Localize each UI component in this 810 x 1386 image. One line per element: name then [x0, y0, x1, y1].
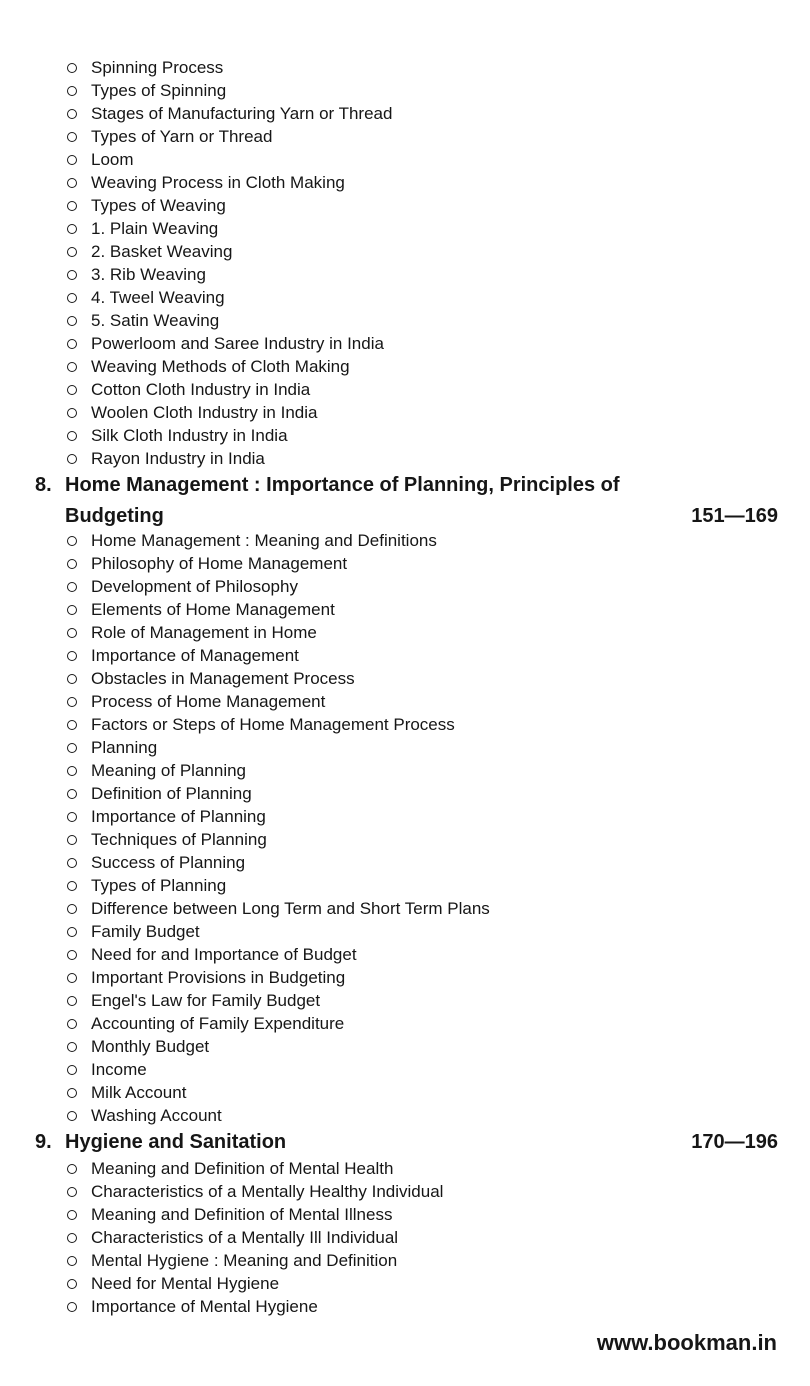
- circle-bullet-icon: [67, 536, 77, 546]
- list-item-text: Milk Account: [91, 1083, 187, 1102]
- chapter-number: 8.: [35, 474, 52, 496]
- list-item: [0, 240, 392, 263]
- chapter-title-line2: Budgeting: [65, 505, 164, 527]
- circle-bullet-icon: [67, 1256, 77, 1266]
- list-item: [0, 1295, 443, 1318]
- list-item-text: Success of Planning: [91, 853, 246, 872]
- list-item: [0, 828, 490, 851]
- list-item-text: Rayon Industry in India: [91, 449, 265, 468]
- list-item-text: 4. Tweel Weaving: [91, 288, 225, 307]
- list-item-text: Importance of Management: [91, 646, 299, 665]
- circle-bullet-icon: [67, 201, 77, 211]
- list-item-text: Income: [91, 1060, 147, 1079]
- list-item: [0, 966, 490, 989]
- list-item: [0, 424, 392, 447]
- chapter-8-topic-list: [0, 529, 490, 1127]
- circle-bullet-icon: [67, 270, 77, 280]
- list-item-text: Family Budget: [91, 922, 200, 941]
- circle-bullet-icon: [67, 339, 77, 349]
- circle-bullet-icon: [67, 1065, 77, 1075]
- list-item-text: 3. Rib Weaving: [91, 265, 206, 284]
- list-item-text: Woolen Cloth Industry in India: [91, 403, 318, 422]
- circle-bullet-icon: [67, 720, 77, 730]
- circle-bullet-icon: [67, 628, 77, 638]
- list-item: [0, 1104, 490, 1127]
- circle-bullet-icon: [67, 559, 77, 569]
- circle-bullet-icon: [67, 1019, 77, 1029]
- circle-bullet-icon: [67, 1233, 77, 1243]
- list-item: [0, 1157, 443, 1180]
- list-item-text: Types of Yarn or Thread: [91, 127, 273, 146]
- list-item: [0, 286, 392, 309]
- list-item-text: Techniques of Planning: [91, 830, 267, 849]
- list-item-text: Accounting of Family Expenditure: [91, 1014, 345, 1033]
- list-item-text: Role of Management in Home: [91, 623, 317, 642]
- list-item: [0, 355, 392, 378]
- chapter-9-heading: [35, 1131, 286, 1154]
- circle-bullet-icon: [67, 605, 77, 615]
- list-item-text: Cotton Cloth Industry in India: [91, 380, 311, 399]
- list-item-text: Important Provisions in Budgeting: [91, 968, 346, 987]
- list-item-text: Need for and Importance of Budget: [91, 945, 357, 964]
- list-item-text: 5. Satin Weaving: [91, 311, 220, 330]
- list-item: [0, 1035, 490, 1058]
- circle-bullet-icon: [67, 1088, 77, 1098]
- list-item-text: Obstacles in Management Process: [91, 669, 355, 688]
- circle-bullet-icon: [67, 224, 77, 234]
- list-item-text: Types of Planning: [91, 876, 227, 895]
- list-item: [0, 1081, 490, 1104]
- list-item-text: Washing Account: [91, 1106, 222, 1125]
- circle-bullet-icon: [67, 431, 77, 441]
- circle-bullet-icon: [67, 927, 77, 937]
- chapter-9-pages: 170—196: [691, 1131, 778, 1153]
- list-item-text: Mental Hygiene : Meaning and Definition: [91, 1251, 398, 1270]
- list-item-text: Definition of Planning: [91, 784, 252, 803]
- circle-bullet-icon: [67, 743, 77, 753]
- list-item-text: Stages of Manufacturing Yarn or Thread: [91, 104, 393, 123]
- contents-list-top: [0, 56, 392, 470]
- circle-bullet-icon: [67, 651, 77, 661]
- list-item: [0, 79, 392, 102]
- list-item: [0, 736, 490, 759]
- list-item-text: Silk Cloth Industry in India: [91, 426, 288, 445]
- list-item-text: Planning: [91, 738, 158, 757]
- list-item-text: Weaving Methods of Cloth Making: [91, 357, 350, 376]
- chapter-8-heading-line2: [65, 505, 164, 528]
- list-item-text: Meaning of Planning: [91, 761, 247, 780]
- circle-bullet-icon: [67, 362, 77, 372]
- list-item: [0, 1203, 443, 1226]
- chapter-title-line1: Home Management : Importance of Planning, Principles of: [65, 474, 620, 496]
- circle-bullet-icon: [67, 973, 77, 983]
- circle-bullet-icon: [67, 1302, 77, 1312]
- circle-bullet-icon: [67, 835, 77, 845]
- chapter-8-pages: 151—169: [691, 505, 778, 527]
- list-item: [0, 171, 392, 194]
- circle-bullet-icon: [67, 178, 77, 188]
- list-item-text: Loom: [91, 150, 134, 169]
- list-item: [0, 194, 392, 217]
- circle-bullet-icon: [67, 697, 77, 707]
- list-item: [0, 690, 490, 713]
- list-item: [0, 125, 392, 148]
- list-item-text: Characteristics of a Mentally Ill Individual: [91, 1228, 399, 1247]
- circle-bullet-icon: [67, 1164, 77, 1174]
- chapter-9-topic-list: [0, 1157, 443, 1318]
- circle-bullet-icon: [67, 996, 77, 1006]
- circle-bullet-icon: [67, 86, 77, 96]
- list-item: [0, 644, 490, 667]
- chapter-number: 9.: [35, 1131, 52, 1153]
- circle-bullet-icon: [67, 385, 77, 395]
- list-item-text: Development of Philosophy: [91, 577, 298, 596]
- circle-bullet-icon: [67, 674, 77, 684]
- list-item-text: Process of Home Management: [91, 692, 326, 711]
- list-item-text: Meaning and Definition of Mental Illness: [91, 1205, 393, 1224]
- list-item-text: Spinning Process: [91, 58, 224, 77]
- list-item: [0, 1058, 490, 1081]
- circle-bullet-icon: [67, 293, 77, 303]
- list-item: [0, 989, 490, 1012]
- list-item-text: Meaning and Definition of Mental Health: [91, 1159, 394, 1178]
- list-item: [0, 713, 490, 736]
- list-item: [0, 920, 490, 943]
- list-item-text: Factors or Steps of Home Management Process: [91, 715, 455, 734]
- circle-bullet-icon: [67, 316, 77, 326]
- list-item-text: Powerloom and Saree Industry in India: [91, 334, 384, 353]
- list-item: [0, 447, 392, 470]
- list-item: [0, 1272, 443, 1295]
- circle-bullet-icon: [67, 904, 77, 914]
- circle-bullet-icon: [67, 789, 77, 799]
- circle-bullet-icon: [67, 881, 77, 891]
- list-item-text: Weaving Process in Cloth Making: [91, 173, 345, 192]
- circle-bullet-icon: [67, 408, 77, 418]
- list-item: [0, 1012, 490, 1035]
- list-item: [0, 332, 392, 355]
- chapter-title: Hygiene and Sanitation: [65, 1131, 287, 1153]
- website-footer: www.bookman.in: [596, 1330, 777, 1355]
- circle-bullet-icon: [67, 454, 77, 464]
- list-item: [0, 575, 490, 598]
- list-item-text: Characteristics of a Mentally Healthy Individual: [91, 1182, 444, 1201]
- list-item-text: Philosophy of Home Management: [91, 554, 348, 573]
- list-item: [0, 263, 392, 286]
- list-item-text: 1. Plain Weaving: [91, 219, 219, 238]
- list-item: [0, 897, 490, 920]
- list-item-text: Need for Mental Hygiene: [91, 1274, 280, 1293]
- circle-bullet-icon: [67, 766, 77, 776]
- circle-bullet-icon: [67, 1210, 77, 1220]
- list-item-text: Engel's Law for Family Budget: [91, 991, 321, 1010]
- circle-bullet-icon: [67, 1279, 77, 1289]
- circle-bullet-icon: [67, 1042, 77, 1052]
- circle-bullet-icon: [67, 247, 77, 257]
- list-item-text: Types of Weaving: [91, 196, 226, 215]
- circle-bullet-icon: [67, 1111, 77, 1121]
- list-item-text: Elements of Home Management: [91, 600, 335, 619]
- list-item: [0, 851, 490, 874]
- list-item-text: Difference between Long Term and Short Term Plans: [91, 899, 490, 918]
- list-item: [0, 148, 392, 171]
- list-item: [0, 598, 490, 621]
- circle-bullet-icon: [67, 582, 77, 592]
- list-item-text: 2. Basket Weaving: [91, 242, 233, 261]
- list-item-text: Monthly Budget: [91, 1037, 210, 1056]
- list-item: [0, 1180, 443, 1203]
- list-item: [0, 621, 490, 644]
- list-item: [0, 1249, 443, 1272]
- circle-bullet-icon: [67, 858, 77, 868]
- list-item-text: Importance of Planning: [91, 807, 266, 826]
- list-item: [0, 309, 392, 332]
- list-item-text: Importance of Mental Hygiene: [91, 1297, 318, 1316]
- list-item: [0, 874, 490, 897]
- list-item: [0, 401, 392, 424]
- list-item: [0, 378, 392, 401]
- list-item: [0, 667, 490, 690]
- list-item-text: Home Management : Meaning and Definitions: [91, 531, 437, 550]
- chapter-8-heading: [35, 474, 620, 497]
- circle-bullet-icon: [67, 1187, 77, 1197]
- circle-bullet-icon: [67, 155, 77, 165]
- list-item: [0, 805, 490, 828]
- circle-bullet-icon: [67, 109, 77, 119]
- list-item: [0, 552, 490, 575]
- list-item: [0, 56, 392, 79]
- list-item-text: Types of Spinning: [91, 81, 227, 100]
- list-item: [0, 529, 490, 552]
- list-item: [0, 943, 490, 966]
- circle-bullet-icon: [67, 132, 77, 142]
- list-item: [0, 782, 490, 805]
- circle-bullet-icon: [67, 812, 77, 822]
- list-item: [0, 217, 392, 240]
- list-item: [0, 1226, 443, 1249]
- list-item: [0, 102, 392, 125]
- list-item: [0, 759, 490, 782]
- circle-bullet-icon: [67, 950, 77, 960]
- circle-bullet-icon: [67, 63, 77, 73]
